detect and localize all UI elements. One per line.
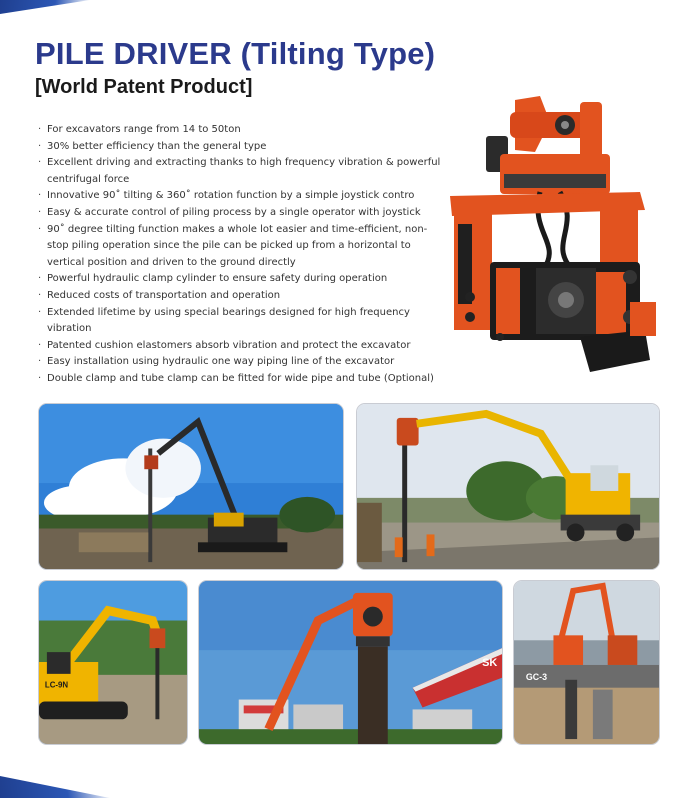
feature-item-continued: vertical position and driven to the ground directly [47, 256, 296, 268]
feature-item: · Excellent driving and extracting thanks to high frequency vibration & powerful [38, 155, 448, 172]
feature-item: · Patented cushion elastomers absorb vibration and protect the excavator [38, 338, 448, 355]
barge-label: GC-3 [525, 671, 548, 682]
feature-list [38, 122, 448, 388]
excavator-scene-3 [39, 581, 187, 744]
feature-item: · Easy & accurate control of piling process by a single operator with joystick [38, 205, 448, 222]
feature-item: · Reduced costs of transportation and operation [38, 288, 448, 305]
excavator-scene-1 [39, 404, 343, 569]
feature-item: · Double clamp and tube clamp can be fitted for wide pipe and tube (Optional) [38, 371, 448, 388]
photo-barge-pile-driver [513, 580, 660, 745]
page-subtitle: [World Patent Product] [35, 76, 253, 98]
excavator-scene-4 [199, 581, 502, 744]
corner-decoration-bottom [0, 776, 110, 798]
page-title: PILE DRIVER (Tilting Type) [35, 36, 436, 71]
photo-orange-arm-pile [198, 580, 503, 745]
excavator-model-label: LC-9N [44, 680, 69, 690]
feature-item-continued: centrifugal force [47, 173, 130, 185]
corner-decoration-top [0, 0, 90, 14]
feature-item: · Easy installation using hydraulic one way piping line of the excavator [38, 354, 448, 371]
feature-item-continued: stop piling operation since the pile can be picked up from a horizontal to [47, 240, 411, 252]
photo-rail-excavator [356, 403, 660, 570]
feature-item: · 30% better efficiency than the general type [38, 139, 448, 156]
feature-item: · For excavators range from 14 to 50ton [38, 122, 448, 139]
billboard-label: SK [482, 656, 498, 669]
feature-item: · Powerful hydraulic clamp cylinder to ensure safety during operation [38, 271, 448, 288]
feature-item: · Innovative 90˚ tilting & 360˚ rotation function by a simple joystick contro [38, 188, 448, 205]
excavator-scene-5 [514, 581, 659, 744]
photo-yellow-excavator [38, 580, 188, 745]
photo-tall-boom-excavator [38, 403, 344, 570]
pile-driver-product-image [440, 92, 665, 382]
excavator-scene-2 [357, 404, 659, 569]
feature-item: · Extended lifetime by using special bearings designed for high frequency vibration [38, 305, 448, 338]
pile-driver-illustration [440, 92, 665, 382]
feature-item: · 90˚ degree tilting function makes a whole lot easier and time-efficient, non- [38, 222, 448, 239]
